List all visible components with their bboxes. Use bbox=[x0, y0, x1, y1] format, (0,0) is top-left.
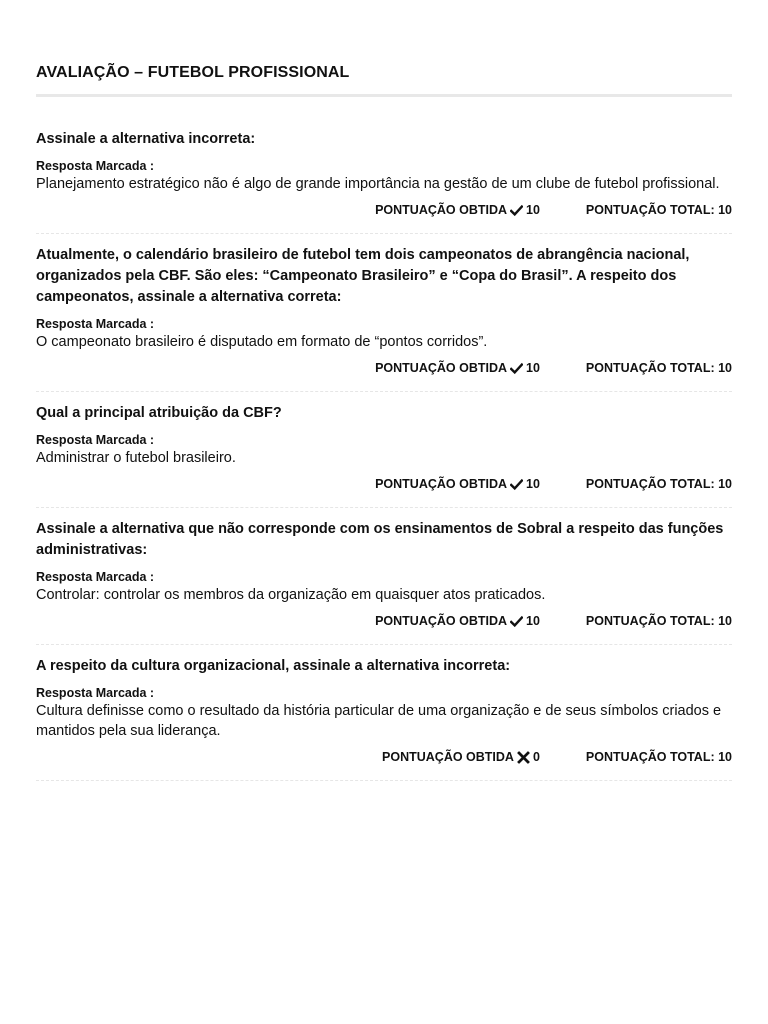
score-obtained-value: 10 bbox=[526, 477, 540, 491]
score-obtained-label: PONTUAÇÃO OBTIDA bbox=[375, 361, 508, 375]
title-divider bbox=[36, 94, 732, 97]
check-icon bbox=[510, 204, 523, 217]
question-text: Assinale a alternativa que não corresponde com os ensinamentos de Sobral a respeito das funções administrativas: bbox=[36, 521, 724, 558]
score-obtained bbox=[375, 201, 540, 219]
answer-text: O campeonato brasileiro é disputado em formato de “pontos corridos”. bbox=[36, 334, 488, 350]
score-total: PONTUAÇÃO TOTAL: 10 bbox=[585, 203, 732, 217]
question-item bbox=[36, 645, 732, 781]
question-text: Atualmente, o calendário brasileiro de futebol tem dois campeonatos de abrangência nacional, organizados pela CBF. São eles: “Campeonato Brasileiro” e “Copa do Brasil”. A respeito dos campeonatos, assinale a alternativa correta: bbox=[36, 247, 690, 305]
score-total: PONTUAÇÃO TOTAL: 10 bbox=[585, 614, 732, 628]
score-obtained-label: PONTUAÇÃO OBTIDA bbox=[375, 614, 508, 628]
answer-label: Resposta Marcada : bbox=[36, 570, 155, 584]
answer-label: Resposta Marcada : bbox=[36, 686, 155, 700]
check-icon bbox=[510, 362, 523, 375]
score-obtained-value: 10 bbox=[526, 361, 540, 375]
question-item bbox=[36, 392, 732, 508]
score-obtained-value: 10 bbox=[526, 203, 540, 217]
score-row bbox=[36, 201, 732, 219]
answer-text: Administrar o futebol brasileiro. bbox=[36, 450, 236, 466]
score-total: PONTUAÇÃO TOTAL: 10 bbox=[585, 750, 732, 764]
question-text: Qual a principal atribuição da CBF? bbox=[36, 405, 282, 421]
score-row bbox=[36, 475, 732, 493]
question-item bbox=[36, 508, 732, 645]
answer-label: Resposta Marcada : bbox=[36, 159, 155, 173]
score-obtained-label: PONTUAÇÃO OBTIDA bbox=[375, 477, 508, 491]
score-obtained-value: 10 bbox=[526, 614, 540, 628]
score-obtained bbox=[375, 612, 540, 630]
answer-label: Resposta Marcada : bbox=[36, 433, 155, 447]
check-icon bbox=[510, 478, 523, 491]
question-text: A respeito da cultura organizacional, assinale a alternativa incorreta: bbox=[36, 658, 511, 674]
cross-icon bbox=[517, 751, 530, 764]
score-row bbox=[36, 612, 732, 630]
question-list bbox=[36, 118, 732, 781]
score-row bbox=[36, 748, 732, 766]
score-obtained-label: PONTUAÇÃO OBTIDA bbox=[382, 750, 514, 764]
answer-label: Resposta Marcada : bbox=[36, 317, 155, 331]
score-obtained bbox=[375, 359, 540, 377]
check-icon bbox=[510, 615, 523, 628]
answer-text: Cultura definisse como o resultado da história particular de uma organização e de seus símbolos criados e mantidos pela sua liderança. bbox=[36, 703, 722, 739]
question-item bbox=[36, 118, 732, 234]
score-total: PONTUAÇÃO TOTAL: 10 bbox=[585, 361, 732, 375]
answer-text: Controlar: controlar os membros da organização em quaisquer atos praticados. bbox=[36, 587, 546, 603]
score-row bbox=[36, 359, 732, 377]
question-text: Assinale a alternativa incorreta: bbox=[36, 131, 256, 147]
score-total: PONTUAÇÃO TOTAL: 10 bbox=[585, 477, 732, 491]
score-obtained-label: PONTUAÇÃO OBTIDA bbox=[375, 203, 508, 217]
score-obtained bbox=[375, 475, 540, 493]
question-item bbox=[36, 234, 732, 392]
page-title: AVALIAÇÃO – FUTEBOL PROFISSIONAL bbox=[36, 64, 350, 81]
answer-text: Planejamento estratégico não é algo de grande importância na gestão de um clube de futebol profissional. bbox=[36, 176, 720, 192]
score-obtained bbox=[382, 748, 540, 766]
score-obtained-value: 0 bbox=[532, 750, 540, 764]
